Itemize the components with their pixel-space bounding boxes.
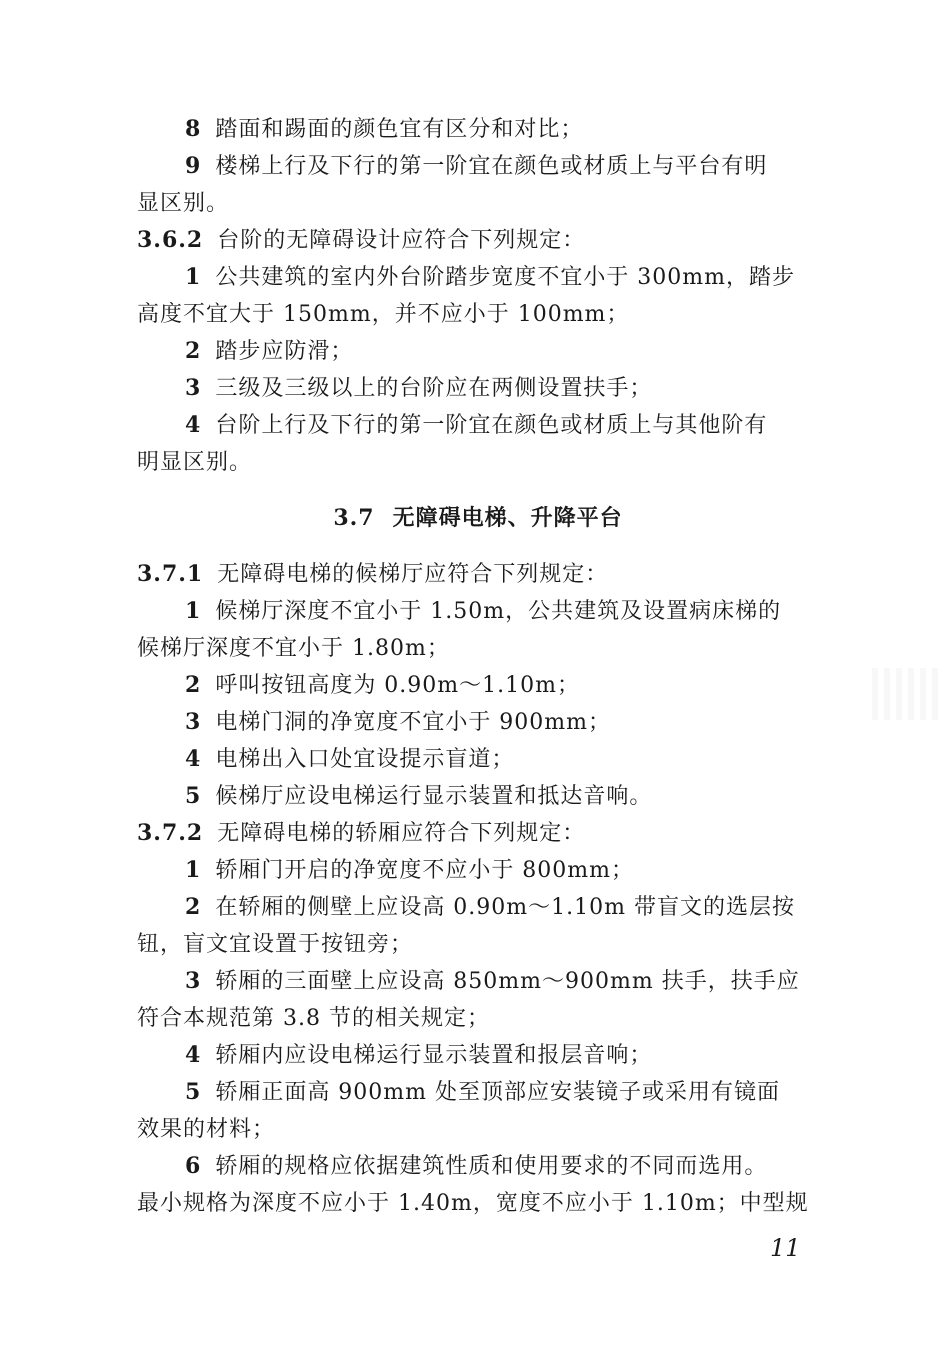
clause-heading: 3.7.2 无障碍电梯的轿厢应符合下列规定： — [137, 820, 586, 846]
list-item: 2 呼叫按钮高度为 0.90m～1.10m； — [185, 672, 580, 698]
clause-heading: 3.6.2 台阶的无障碍设计应符合下列规定： — [137, 227, 586, 253]
page-content — [137, 111, 819, 1222]
list-item: 2 踏步应防滑； — [185, 338, 354, 364]
list-item: 4 电梯出入口处宜设提示盲道； — [185, 746, 515, 772]
list-item: 3 电梯门洞的净宽度不宜小于 900mm； — [185, 709, 612, 735]
list-item: 1 公共建筑的室内外台阶踏步宽度不宜小于 300mm，踏步 — [185, 264, 796, 290]
list-item-continuation: 最小规格为深度不应小于 1.40m，宽度不应小于 1.10m；中型规 — [137, 1191, 809, 1216]
list-item: 9 楼梯上行及下行的第一阶宜在颜色或材质上与平台有明 — [185, 153, 768, 179]
page-number: 11 — [770, 1234, 801, 1262]
scan-artifact — [872, 668, 942, 720]
list-item: 5 轿厢正面高 900mm 处至顶部应安装镜子或采用有镜面 — [185, 1079, 781, 1105]
list-item: 2 在轿厢的侧壁上应设高 0.90m～1.10m 带盲文的选层按 — [185, 894, 795, 920]
list-item-continuation: 高度不宜大于 150mm，并不应小于 100mm； — [137, 302, 630, 327]
list-item: 3 三级及三级以上的台阶应在两侧设置扶手； — [185, 375, 653, 401]
list-item-continuation: 钮，盲文宜设置于按钮旁； — [137, 932, 414, 957]
list-item: 4 轿厢内应设电梯运行显示装置和报层音响； — [185, 1042, 653, 1068]
list-item-continuation: 符合本规范第 3.8 节的相关规定； — [137, 1006, 490, 1031]
list-item: 6 轿厢的规格应依据建筑性质和使用要求的不同而选用。 — [185, 1153, 768, 1179]
list-item-continuation: 显区别。 — [137, 191, 230, 216]
list-item: 1 轿厢门开启的净宽度不应小于 800mm； — [185, 857, 635, 883]
section-title: 3.7 无障碍电梯、升降平台 — [333, 505, 623, 531]
list-item-continuation: 明显区别。 — [137, 450, 253, 475]
list-item: 4 台阶上行及下行的第一阶宜在颜色或材质上与其他阶有 — [185, 412, 768, 438]
list-item-continuation: 候梯厅深度不宜小于 1.80m； — [137, 636, 450, 661]
list-item: 3 轿厢的三面壁上应设高 850mm～900mm 扶手，扶手应 — [185, 968, 800, 994]
list-item: 1 候梯厅深度不宜小于 1.50m，公共建筑及设置病床梯的 — [185, 598, 782, 624]
list-item: 8 踏面和踢面的颜色宜有区分和对比； — [185, 116, 584, 142]
clause-heading: 3.7.1 无障碍电梯的候梯厅应符合下列规定： — [137, 561, 609, 587]
list-item: 5 候梯厅应设电梯运行显示装置和抵达音响。 — [185, 783, 653, 809]
list-item-continuation: 效果的材料； — [137, 1117, 276, 1142]
